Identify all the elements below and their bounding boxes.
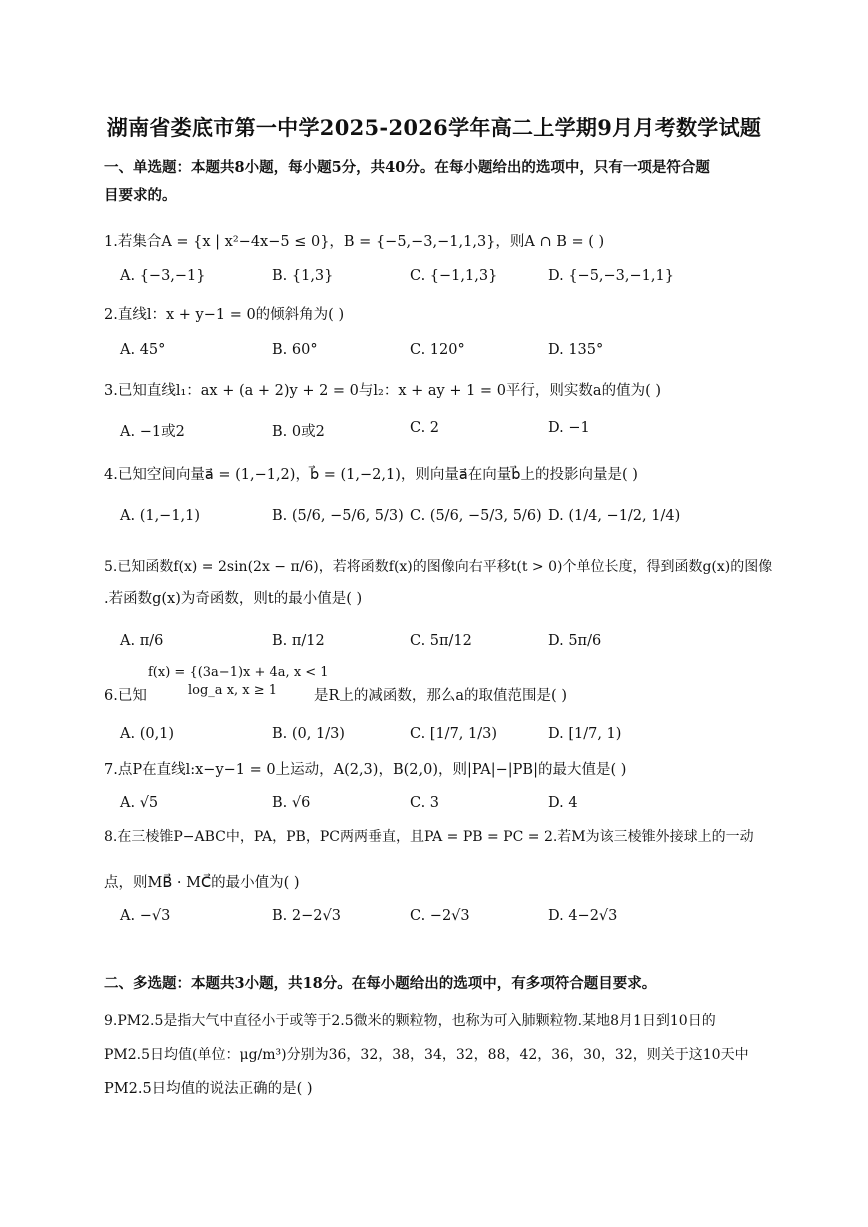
question-4-stem: 4.已知空间向量a⃗ = (1,−1,2)，b⃗ = (1,−2,1)，则向量a⃗在向量b⃗上的投影向量是( ) xyxy=(104,467,638,483)
section-1-line-1: 一、单选题：本题共8小题，每小题5分，共40分。在每小题给出的选项中，只有一项是符合题 xyxy=(104,159,710,176)
option-a[interactable]: A. −1或2 xyxy=(120,424,185,440)
option-a[interactable]: A. √5 xyxy=(120,795,159,811)
option-a[interactable]: A. −√3 xyxy=(120,908,171,924)
option-d[interactable]: D. [1/7, 1) xyxy=(548,726,622,742)
question-6-suffix: 是R上的减函数，那么a的取值范围是( ) xyxy=(314,688,567,704)
section-2-heading: 二、多选题：本题共3小题，共18分。在每小题给出的选项中，有多项符合题目要求。 xyxy=(104,975,657,992)
option-a[interactable]: A. {−3,−1} xyxy=(120,268,206,284)
question-1-stem: 1.若集合A = {x | x²−4x−5 ≤ 0}，B = {−5,−3,−1,1,3}，则A ∩ B = ( ) xyxy=(104,234,605,250)
question-8-stem-line-2: 点，则MB⃗ · MC⃗的最小值为( ) xyxy=(104,875,300,891)
option-d[interactable]: D. 5π/6 xyxy=(548,633,602,649)
option-a[interactable]: A. (0,1) xyxy=(120,726,175,742)
option-b[interactable]: B. π/12 xyxy=(272,633,325,649)
option-b[interactable]: B. (5/6, −5/6, 5/3) xyxy=(272,508,404,524)
question-6-piece-2: log_a x, x ≥ 1 xyxy=(188,683,278,698)
option-c[interactable]: C. −2√3 xyxy=(410,908,470,924)
question-6-piece-1: f(x) = {(3a−1)x + 4a, x < 1 xyxy=(148,665,329,680)
question-5-options xyxy=(120,633,760,659)
option-c[interactable]: C. {−1,1,3} xyxy=(410,268,498,284)
option-d[interactable]: D. (1/4, −1/2, 1/4) xyxy=(548,508,681,524)
option-d[interactable]: D. 135° xyxy=(548,342,604,358)
question-6-prefix: 6.已知 xyxy=(104,688,147,704)
question-7-stem: 7.点P在直线l:x−y−1 = 0上运动，A(2,3)，B(2,0)，则|PA|−|PB|的最大值是( ) xyxy=(104,762,627,778)
question-5-stem-line-1: 5.已知函数f(x) = 2sin(2x − π/6)，若将函数f(x)的图像向右平移t(t > 0)个单位长度，得到函数g(x)的图像 xyxy=(104,559,773,575)
question-9-line-1: 9.PM2.5是指大气中直径小于或等于2.5微米的颗粒物，也称为可入肺颗粒物.某地8月1日到10日的 xyxy=(104,1013,716,1029)
question-6-options xyxy=(120,726,760,752)
exam-title: 湖南省娄底市第一中学2025-2026学年高二上学期9月月考数学试题 xyxy=(106,115,762,140)
option-d[interactable]: D. −1 xyxy=(548,420,590,436)
question-3-stem: 3.已知直线l₁：ax + (a + 2)y + 2 = 0与l₂：x + ay + 1 = 0平行，则实数a的值为( ) xyxy=(104,383,661,399)
option-b[interactable]: B. √6 xyxy=(272,795,311,811)
section-1-heading xyxy=(104,154,768,210)
option-a[interactable]: A. π/6 xyxy=(120,633,164,649)
option-c[interactable]: C. 120° xyxy=(410,342,465,358)
option-a[interactable]: A. 45° xyxy=(120,342,166,358)
option-d[interactable]: D. {−5,−3,−1,1} xyxy=(548,268,674,284)
option-a[interactable]: A. (1,−1,1) xyxy=(120,508,201,524)
option-c[interactable]: C. 5π/12 xyxy=(410,633,472,649)
question-3-options xyxy=(120,420,760,446)
question-8-options xyxy=(120,908,760,934)
question-5-stem-line-2: .若函数g(x)为奇函数，则t的最小值是( ) xyxy=(104,591,363,607)
option-b[interactable]: B. 2−2√3 xyxy=(272,908,341,924)
question-2-options xyxy=(120,342,760,368)
question-1-options xyxy=(120,268,760,294)
option-d[interactable]: D. 4 xyxy=(548,795,578,811)
question-2-stem: 2.直线l：x + y−1 = 0的倾斜角为( ) xyxy=(104,307,345,323)
option-c[interactable]: C. (5/6, −5/3, 5/6) xyxy=(410,508,542,524)
question-9-line-3: PM2.5日均值的说法正确的是( ) xyxy=(104,1081,313,1097)
question-9-line-2: PM2.5日均值(单位：μg/m³)分别为36，32，38，34，32，88，42，36，30，32，则关于这10天中 xyxy=(104,1047,749,1063)
question-4-options xyxy=(120,508,760,534)
option-c[interactable]: C. 3 xyxy=(410,795,440,811)
section-1-line-2: 目要求的。 xyxy=(104,187,177,204)
option-d[interactable]: D. 4−2√3 xyxy=(548,908,618,924)
question-7-options xyxy=(120,795,760,821)
option-b[interactable]: B. 0或2 xyxy=(272,424,325,440)
option-c[interactable]: C. 2 xyxy=(410,420,440,436)
question-8-stem-line-1: 8.在三棱锥P−ABC中，PA，PB，PC两两垂直，且PA = PB = PC = 2.若M为该三棱锥外接球上的一动 xyxy=(104,829,754,845)
option-c[interactable]: C. [1/7, 1/3) xyxy=(410,726,497,742)
option-b[interactable]: B. (0, 1/3) xyxy=(272,726,345,742)
option-b[interactable]: B. 60° xyxy=(272,342,318,358)
option-b[interactable]: B. {1,3} xyxy=(272,268,334,284)
